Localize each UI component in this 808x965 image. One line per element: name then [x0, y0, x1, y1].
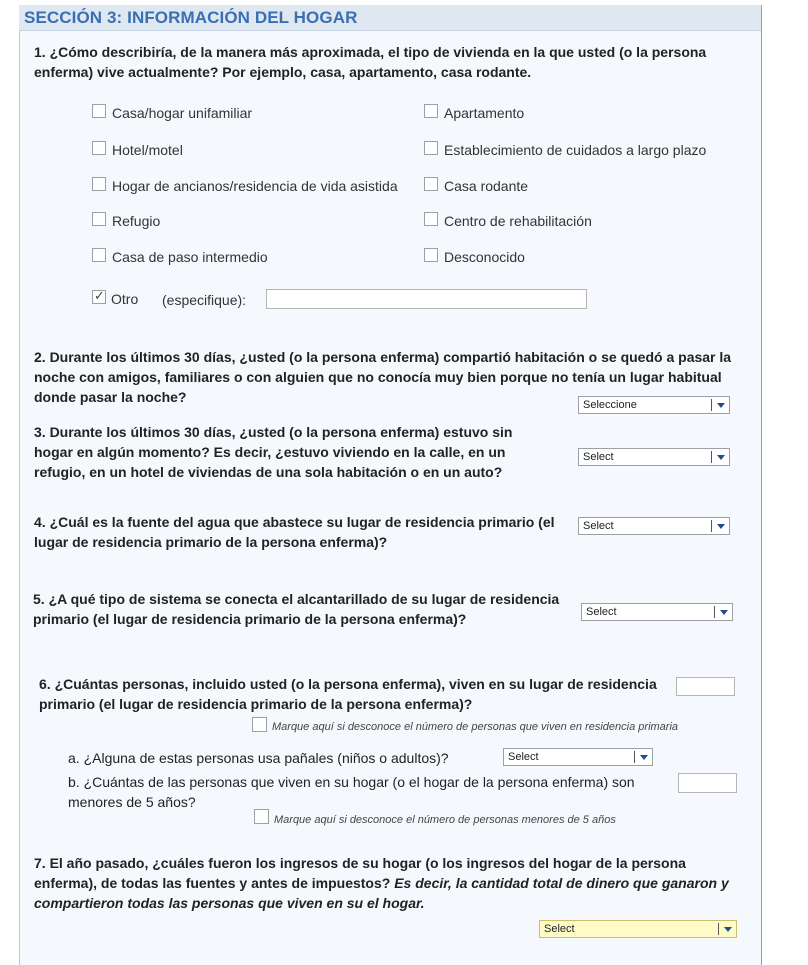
chevron-down-icon: [720, 610, 728, 615]
checkbox[interactable]: [92, 141, 106, 155]
checkbox[interactable]: [92, 248, 106, 262]
question-6a-text: a. ¿Alguna de estas personas usa pañales (niños o adultos)?: [68, 750, 449, 766]
question-1-text: 1. ¿Cómo describiría, de la manera más aproximada, el tipo de vivienda en la que usted (o la persona enferma) vive actualmente? Por ejemplo, casa, apartamento, casa rodante.: [34, 44, 707, 80]
question-7-select[interactable]: Select: [539, 920, 737, 938]
question-6b-count-input[interactable]: [678, 773, 737, 793]
checkbox[interactable]: [92, 104, 106, 118]
question-7-text: 7. El año pasado, ¿cuáles fueron los ingresos de su hogar (o los ingresos del hogar de la persona enferma), de todas las fuentes y antes de impuestos? Es decir, la cantidad total de dinero que ganaron y compartieron todas las personas que viven en su el hogar.: [34, 855, 729, 911]
specify-label: (especifique):: [162, 292, 247, 308]
question-2-select[interactable]: Seleccione: [578, 396, 730, 414]
specify-input[interactable]: [266, 289, 587, 309]
question-5-text: 5. ¿A qué tipo de sistema se conecta el alcantarillado de su lugar de residencia primario (el lugar de residencia primario de la persona enferma)?: [33, 591, 560, 627]
question-6b-unknown-note: Marque aquí si desconoce el número de personas menores de 5 años: [274, 814, 616, 826]
question-7-clarification: Es decir, la cantidad total de dinero que ganaron y compartieron todas las personas que viven en su el hogar.: [34, 875, 729, 911]
chevron-down-icon: [717, 524, 725, 529]
question-6b-text: b. ¿Cuántas de las personas que viven en su hogar (o el hogar de la persona enferma) son menores de 5 años?: [68, 774, 635, 810]
question-2-text: 2. Durante los últimos 30 días, ¿usted (o la persona enferma) compartió habitación o se quedó a pasar la noche con amigos, familiares o con alguien que no conocía muy bien porque no tenía un lugar habitual donde pasar la noche?: [34, 349, 732, 405]
checkbox[interactable]: [424, 212, 438, 226]
checkbox[interactable]: [424, 177, 438, 191]
question-6-unknown-note: Marque aquí si desconoce el número de personas que viven en residencia primaria: [272, 721, 679, 733]
question-6-unknown-checkbox[interactable]: [252, 717, 267, 732]
checkbox[interactable]: [92, 177, 106, 191]
checkbox[interactable]: [424, 248, 438, 262]
section-header: [19, 5, 761, 31]
chevron-down-icon: [640, 755, 648, 760]
question-3-text: 3. Durante los últimos 30 días, ¿usted (o la persona enferma) estuvo sin hogar en algún momento? Es decir, ¿estuvo viviendo en la calle, en un refugio, en un hotel de viviendas de una sola habitación o en un auto?: [34, 424, 513, 480]
checkbox[interactable]: [424, 141, 438, 155]
question-6-text: 6. ¿Cuántas personas, incluido usted (o la persona enferma), viven en su lugar de residencia primario (el lugar de residencia primario de la persona enferma)?: [39, 676, 657, 712]
checkbox[interactable]: [424, 104, 438, 118]
question-6b-unknown-checkbox[interactable]: [254, 809, 269, 824]
question-4-select[interactable]: Select: [578, 517, 730, 535]
question-4-text: 4. ¿Cuál es la fuente del agua que abastece su lugar de residencia primario (el lugar de residencia primario de la persona enferma)?: [34, 514, 555, 550]
checkbox-checked[interactable]: [92, 290, 106, 304]
chevron-down-icon: [717, 403, 725, 408]
section-title: SECCIÓN 3: INFORMACIÓN DEL HOGAR: [24, 8, 358, 27]
chevron-down-icon: [717, 455, 725, 460]
checkbox[interactable]: [92, 212, 106, 226]
question-6a-select[interactable]: Select: [503, 748, 653, 766]
question-3-select[interactable]: Select: [578, 448, 730, 466]
chevron-down-icon: [724, 927, 732, 932]
question-6-count-input[interactable]: [676, 677, 735, 696]
question-5-select[interactable]: Select: [581, 603, 733, 621]
